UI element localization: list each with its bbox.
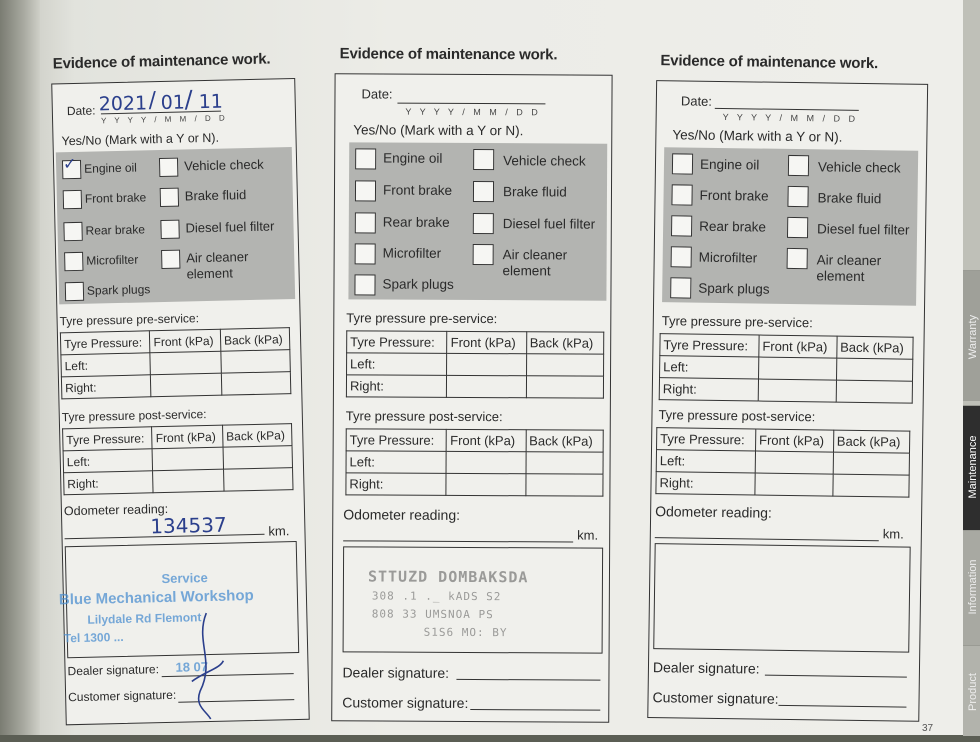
row-label: Right:	[346, 473, 447, 496]
checkbox-microfilter[interactable]	[355, 243, 376, 264]
yesno-label: Yes/No (Mark with a Y or N).	[672, 127, 843, 145]
tyre-post-table	[345, 428, 603, 496]
checkbox-front-brake[interactable]	[63, 190, 82, 209]
table-cell[interactable]	[447, 375, 526, 397]
checkbox-vehicle-check[interactable]	[788, 155, 809, 176]
check-label: Vehicle check	[503, 153, 586, 169]
check-label: Front brake	[84, 190, 147, 206]
check-label: Front brake	[699, 187, 769, 204]
odometer-label: Odometer reading:	[63, 501, 169, 519]
checkbox-rear-brake[interactable]	[671, 215, 692, 236]
tyre-post-table	[62, 423, 293, 495]
date-format: Y Y Y Y / M M / D D	[100, 113, 228, 126]
table-cell[interactable]	[755, 473, 833, 496]
checkbox-microfilter[interactable]	[671, 246, 692, 267]
checkbox-brake-fluid[interactable]	[160, 188, 179, 207]
checkbox-diesel-filter[interactable]	[160, 220, 179, 239]
stamp-text: 18 07	[175, 659, 209, 675]
table-cell[interactable]	[150, 351, 221, 375]
entry-heading: Evidence of maintenance work.	[660, 52, 879, 73]
table-header: Tyre Pressure:	[63, 427, 153, 451]
table-cell[interactable]	[836, 380, 913, 403]
tyre-post-label: Tyre pressure post-service:	[658, 407, 816, 425]
row-label: Left:	[63, 449, 153, 473]
table-header: Back (kPa)	[526, 430, 604, 452]
table-cell[interactable]	[526, 354, 604, 376]
dealer-signature-label: Dealer signature:	[67, 662, 160, 679]
check-label: Diesel fuel filter	[502, 216, 596, 232]
odometer-label: Odometer reading:	[343, 506, 461, 523]
date-format: Y Y Y Y / M M / D D	[405, 106, 541, 118]
date-label: Date:	[361, 86, 393, 102]
tyre-pre-table	[346, 330, 604, 398]
table-cell[interactable]	[153, 469, 224, 493]
check-label: Diesel fuel filter	[185, 218, 275, 236]
stamp-box	[653, 543, 910, 653]
km-label: km.	[577, 527, 599, 543]
tyre-pre-label: Tyre pressure pre-service:	[59, 311, 200, 329]
odometer-label: Odometer reading:	[655, 503, 772, 521]
table-cell[interactable]	[446, 473, 525, 495]
checkbox-vehicle-check[interactable]	[473, 149, 494, 170]
table-cell[interactable]	[221, 372, 291, 396]
check-label: Spark plugs	[382, 276, 454, 292]
checkbox-air-cleaner[interactable]	[473, 244, 494, 265]
table-header: Front (kPa)	[447, 429, 526, 451]
checkbox-front-brake[interactable]	[671, 184, 692, 205]
tab-maintenance: Maintenance	[963, 405, 980, 531]
tyre-pre-table	[60, 327, 291, 399]
table-header: Back (kPa)	[837, 336, 914, 359]
date-label: Date:	[680, 93, 713, 109]
odometer-value: 134537	[150, 512, 227, 539]
check-label: Brake fluid	[184, 187, 247, 204]
row-label: Right:	[656, 472, 755, 495]
checkbox-brake-fluid[interactable]	[787, 186, 808, 207]
tab-warranty: Warranty	[963, 270, 980, 401]
check-label: Spark plugs	[86, 282, 151, 298]
customer-signature-label: Customer signature:	[68, 687, 177, 705]
checkbox-vehicle-check[interactable]	[159, 158, 178, 177]
tyre-pre-label: Tyre pressure pre-service:	[346, 310, 498, 327]
dealer-signature-label: Dealer signature:	[342, 664, 450, 681]
signature-scribble	[184, 611, 226, 722]
table-header: Back (kPa)	[833, 430, 910, 453]
check-label: Engine oil	[699, 156, 760, 173]
table-cell[interactable]	[221, 350, 291, 374]
row-label: Right:	[61, 375, 151, 399]
table-cell[interactable]	[833, 474, 910, 497]
date-label: Date:	[66, 103, 96, 119]
check-label: Spark plugs	[698, 280, 770, 297]
stamp-text: Tel 1300 ...	[63, 629, 124, 646]
table-header: Front (kPa)	[447, 331, 526, 353]
entry-card	[647, 80, 928, 722]
checkbox-diesel-filter[interactable]	[473, 213, 494, 234]
date-day: 11	[198, 90, 224, 114]
tyre-pre-table	[659, 333, 914, 404]
checkbox-spark-plugs[interactable]	[354, 274, 375, 295]
check-mark: ✓	[62, 153, 77, 174]
yesno-label: Yes/No (Mark with a Y or N).	[61, 130, 220, 149]
checkbox-engine-oil[interactable]	[672, 153, 693, 174]
tab-information: Information	[963, 530, 980, 646]
entry-card: Date: 2021 / 01 / 11 Y Y Y Y / M M / D D Yes/No (Mark with a Y or N). ✓ Engine oil Front brake Rear brake Microfilter Spark plugs Vehicle check Brake fluid Diesel fuel filter Air cleaner element Tyre pressure pre-service: Tyre Pressure: Front (kPa) Back (kPa) Left: Right: Tyre pressure post-service: Tyre Pressure: Front (kPa) Back (kPa) Left: Right: Odometer reading: 134537 km. Service Blue Mechanical Workshop Lilydale Rd Flemont Tel 1300 ... Dealer signature: 18 07 Customer signature:	[51, 78, 310, 725]
check-label: Brake fluid	[817, 190, 882, 207]
table-cell[interactable]	[758, 357, 836, 380]
checkbox-air-cleaner[interactable]	[161, 250, 180, 269]
checkbox-brake-fluid[interactable]	[473, 181, 494, 202]
dealer-signature-label: Dealer signature:	[652, 659, 760, 677]
table-cell[interactable]	[833, 452, 910, 475]
table-cell[interactable]	[525, 474, 603, 496]
stamp-text: 308 .1 ._ kADS S2	[371, 589, 502, 604]
dealer-signature-line	[765, 675, 907, 678]
table-header: Back (kPa)	[526, 332, 604, 354]
checkbox-engine-oil[interactable]	[355, 148, 376, 169]
table-header: Front (kPa)	[759, 335, 837, 358]
table-header: Tyre Pressure:	[657, 428, 756, 451]
checkbox-air-cleaner[interactable]	[787, 248, 808, 269]
table-cell[interactable]	[836, 358, 913, 381]
row-label: Right:	[64, 471, 154, 495]
date-line	[397, 103, 545, 105]
date-format: Y Y Y Y / M M / D D	[722, 112, 859, 124]
checkbox-microfilter[interactable]	[64, 252, 83, 271]
table-header: Front (kPa)	[755, 429, 833, 452]
row-label: Left:	[61, 353, 151, 377]
odometer-line	[343, 540, 573, 542]
customer-signature-label: Customer signature:	[342, 694, 469, 711]
left-page-edge	[0, 0, 40, 735]
table-cell[interactable]	[223, 446, 293, 470]
checkbox-rear-brake[interactable]	[355, 212, 376, 233]
stamp-text: S1S6 MO: BY	[423, 625, 508, 640]
check-label: Engine oil	[84, 160, 138, 176]
check-label: Microfilter	[382, 245, 442, 261]
stamp-text: Blue Mechanical Workshop	[58, 587, 254, 609]
table-cell[interactable]	[526, 376, 604, 398]
odometer-line	[655, 537, 879, 541]
stamp-text: STTUZD DOMBAKSDA	[367, 567, 529, 587]
table-header: Tyre Pressure:	[347, 331, 448, 354]
check-label: Microfilter	[698, 249, 758, 266]
check-label: Rear brake	[85, 222, 146, 238]
date-year: 2021	[98, 92, 148, 116]
check-label: Rear brake	[382, 214, 450, 230]
page-number: 37	[922, 723, 934, 734]
table-header: Back (kPa)	[220, 328, 290, 352]
table-cell[interactable]	[758, 379, 836, 402]
table-cell[interactable]	[152, 447, 223, 471]
check-label: Vehicle check	[183, 156, 264, 174]
entry-heading: Evidence of maintenance work.	[52, 50, 271, 73]
stamp-box	[58, 541, 299, 658]
maintenance-entry-1	[49, 0, 316, 738]
row-label: Right:	[659, 378, 758, 401]
customer-signature-line	[778, 705, 906, 708]
maintenance-entry-3	[647, 0, 937, 737]
tyre-pre-label: Tyre pressure pre-service:	[661, 313, 813, 331]
check-label: Air cleaner element	[502, 247, 568, 279]
yesno-label: Yes/No (Mark with a Y or N).	[353, 122, 524, 139]
checkbox-spark-plugs[interactable]	[670, 277, 691, 298]
check-label: Air cleaner element	[186, 249, 249, 282]
row-label: Left:	[347, 353, 448, 376]
stamp-text: 808 33 UMSNOA PS	[371, 607, 494, 622]
km-label: km.	[268, 523, 290, 539]
check-label: Vehicle check	[817, 159, 901, 176]
checkbox-diesel-filter[interactable]	[787, 217, 808, 238]
stamp-text: Service	[161, 570, 208, 587]
customer-signature-line	[470, 709, 600, 711]
row-label: Right:	[346, 375, 447, 398]
date-line	[715, 108, 859, 111]
entry-heading: Evidence of maintenance work.	[339, 45, 558, 64]
check-label: Front brake	[382, 182, 453, 198]
tyre-post-label: Tyre pressure post-service:	[61, 407, 207, 425]
table-header: Tyre Pressure:	[60, 331, 150, 355]
row-label: Left:	[660, 356, 759, 379]
date-month: 01	[160, 91, 186, 114]
table-cell[interactable]	[446, 451, 525, 473]
table-cell[interactable]	[755, 451, 833, 474]
tab-product: Product	[963, 645, 980, 736]
stamp-box	[343, 546, 604, 653]
table-cell[interactable]	[223, 468, 293, 492]
check-label: Diesel fuel filter	[817, 221, 910, 238]
check-label: Air cleaner element	[816, 252, 882, 285]
table-header: Tyre Pressure:	[660, 334, 759, 357]
checkbox-spark-plugs[interactable]	[65, 282, 84, 301]
km-label: km.	[882, 526, 904, 542]
entry-card	[331, 73, 612, 722]
check-label: Engine oil	[383, 150, 443, 166]
row-label: Left:	[346, 451, 447, 474]
table-cell[interactable]	[447, 353, 526, 375]
table-cell[interactable]	[151, 373, 222, 397]
checkbox-front-brake[interactable]	[355, 180, 376, 201]
check-label: Rear brake	[699, 218, 767, 235]
tyre-post-label: Tyre pressure post-service:	[345, 408, 503, 425]
customer-signature-label: Customer signature:	[652, 689, 779, 707]
maintenance-entry-2	[331, 0, 620, 736]
table-header: Tyre Pressure:	[346, 429, 447, 452]
check-label: Brake fluid	[502, 184, 567, 200]
dealer-signature-line	[456, 679, 600, 681]
row-label: Left:	[656, 450, 755, 473]
table-cell[interactable]	[526, 452, 604, 474]
check-label: Microfilter	[86, 252, 139, 268]
table-header: Front (kPa)	[152, 425, 223, 449]
table-header: Back (kPa)	[222, 424, 292, 448]
tyre-post-table	[655, 427, 910, 498]
checkbox-rear-brake[interactable]	[63, 222, 82, 241]
stamp-text: Lilydale Rd Flemont	[87, 610, 202, 627]
table-header: Front (kPa)	[150, 329, 221, 353]
